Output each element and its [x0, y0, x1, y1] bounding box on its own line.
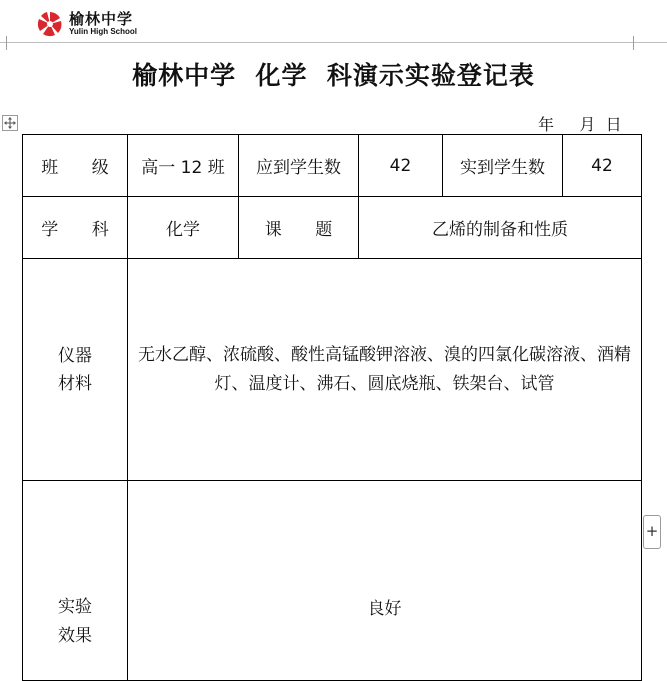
subject-value[interactable]: 化学 [128, 197, 239, 259]
logo-emblem-icon [36, 10, 64, 38]
expected-students-label: 应到学生数 [239, 135, 359, 197]
class-label: 班 级 [23, 135, 128, 197]
effect-label [23, 481, 128, 681]
add-row-button[interactable] [643, 515, 661, 549]
table-row [23, 481, 642, 681]
class-value[interactable]: 高一 12 班 [128, 135, 239, 197]
page-title: 榆林中学 化学 科演示实验登记表 [132, 61, 535, 90]
effect-label-line-2: 效果 [58, 626, 92, 646]
actual-students-value[interactable]: 42 [563, 135, 642, 197]
subject-label: 学 科 [23, 197, 128, 259]
table-row [23, 135, 642, 197]
experiment-log-table [22, 134, 642, 681]
crop-mark-left [0, 36, 7, 50]
table-row [23, 259, 642, 481]
effect-value-text: 良好 [367, 599, 402, 619]
logo-chinese-name: 榆林中学 [69, 10, 134, 28]
effect-label-line-1: 实验 [58, 597, 92, 617]
materials-label [23, 259, 128, 481]
materials-label-line-2: 材料 [58, 373, 92, 394]
effect-value[interactable] [128, 481, 642, 681]
school-logo [36, 8, 156, 40]
date-line: 年 月 日 [538, 115, 622, 134]
logo-english-name: Yulin High School [69, 27, 137, 36]
crop-mark-right [633, 36, 640, 50]
actual-students-label: 实到学生数 [443, 135, 563, 197]
topic-label: 课 题 [239, 197, 359, 259]
plus-icon: + [645, 522, 659, 540]
table-row [23, 197, 642, 259]
topic-value[interactable]: 乙烯的制备和性质 [359, 197, 642, 259]
expected-students-value[interactable]: 42 [359, 135, 443, 197]
table-move-handle[interactable] [2, 115, 18, 131]
header-divider [0, 42, 667, 43]
materials-value[interactable]: 无水乙醇、浓硫酸、酸性高锰酸钾溶液、溴的四氯化碳溶液、酒精灯、温度计、沸石、圆底烧瓶、铁架台、试管 [128, 259, 642, 481]
move-arrows-icon [4, 117, 16, 129]
materials-label-line-1: 仪器 [58, 345, 92, 366]
